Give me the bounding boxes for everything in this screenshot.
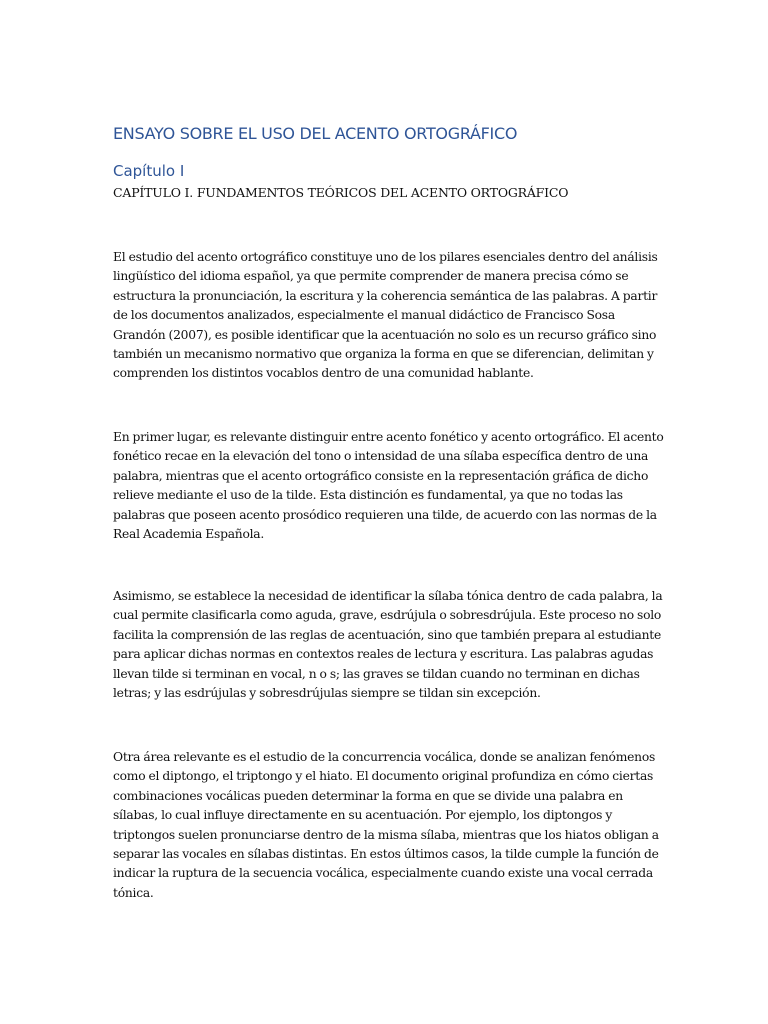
paragraph-line: separar las vocales en sílabas distintas. En estos últimos casos, la tilde cumple la función de	[113, 847, 659, 862]
paragraph-line: fonético recae en la elevación del tono o intensidad de una sílaba específica dentro de una	[113, 449, 649, 464]
paragraph-line: facilita la comprensión de las reglas de acentuación, sino que también prepara al estudiante	[113, 627, 662, 642]
document-title: ENSAYO SOBRE EL USO DEL ACENTO ORTOGRÁFICO	[113, 124, 518, 143]
paragraph-line: letras; y las esdrújulas y sobresdrújulas siempre se tildan sin excepción.	[113, 686, 541, 701]
body-paragraph-2	[113, 428, 664, 544]
paragraph-line: palabra, mientras que el acento ortográfico consiste en la representación gráfica de dicho	[113, 468, 649, 483]
paragraph-line: cual permite clasificarla como aguda, grave, esdrújula o sobresdrújula. Este proceso no solo	[113, 608, 662, 623]
paragraph-line: tónica.	[113, 885, 154, 900]
paragraph-line: Grandón (2007), es posible identificar que la acentuación no solo es un recurso gráfico sino	[113, 327, 657, 342]
paragraph-line: sílabas, lo cual influye directamente en su acentuación. Por ejemplo, los diptongos y	[113, 808, 613, 823]
paragraph-line: estructura la pronunciación, la escritura y la coherencia semántica de las palabras. A partir	[113, 288, 658, 303]
paragraph-line: triptongos suelen pronunciarse dentro de la misma sílaba, mientras que los hiatos obligan a	[113, 827, 659, 842]
paragraph-line: Real Academia Española.	[113, 527, 265, 542]
paragraph-line: combinaciones vocálicas pueden determinar la forma en que se divide una palabra en	[113, 788, 623, 803]
chapter-subtitle: CAPÍTULO I. FUNDAMENTOS TEÓRICOS DEL ACENTO ORTOGRÁFICO	[113, 185, 569, 200]
body-paragraph-3	[113, 587, 663, 703]
paragraph-line: para aplicar dichas normas en contextos reales de lectura y escritura. Las palabras agudas	[113, 647, 654, 662]
body-paragraph-1	[113, 248, 658, 384]
chapter-heading: Capítulo I	[113, 162, 185, 180]
paragraph-line: En primer lugar, es relevante distinguir entre acento fonético y acento ortográfico. El acento	[113, 430, 664, 444]
body-paragraph-4	[113, 748, 658, 903]
paragraph-line: llevan tilde si terminan en vocal, n o s; las graves se tildan cuando no terminan en dichas	[113, 666, 640, 681]
paragraph-line: indicar la ruptura de la secuencia vocálica, especialmente cuando existe una vocal cerrada	[113, 866, 653, 881]
paragraph-line: comprenden los distintos vocablos dentro de una comunidad hablante.	[113, 366, 534, 381]
paragraph-line: El estudio del acento ortográfico constituye uno de los pilares esenciales dentro del análisis	[113, 250, 658, 264]
paragraph-line: relieve mediante el uso de la tilde. Esta distinción es fundamental, ya que no todas las	[113, 488, 623, 503]
paragraph-line: palabras que poseen acento prosódico requieren una tilde, de acuerdo con las normas de la	[113, 507, 657, 522]
paragraph-line: como el diptongo, el triptongo y el hiato. El documento original profundiza en cómo ciertas	[113, 769, 654, 784]
paragraph-line: Otra área relevante es el estudio de la concurrencia vocálica, donde se analizan fenómenos	[113, 750, 656, 764]
paragraph-line: lingüístico del idioma español, ya que permite comprender de manera precisa cómo se	[113, 269, 629, 284]
paragraph-line: de los documentos analizados, especialmente el manual didáctico de Francisco Sosa	[113, 308, 615, 323]
paragraph-line: también un mecanismo normativo que organiza la forma en que se diferencian, delimitan y	[113, 347, 654, 362]
paragraph-line: Asimismo, se establece la necesidad de identificar la sílaba tónica dentro de cada palabra, la	[113, 589, 663, 603]
